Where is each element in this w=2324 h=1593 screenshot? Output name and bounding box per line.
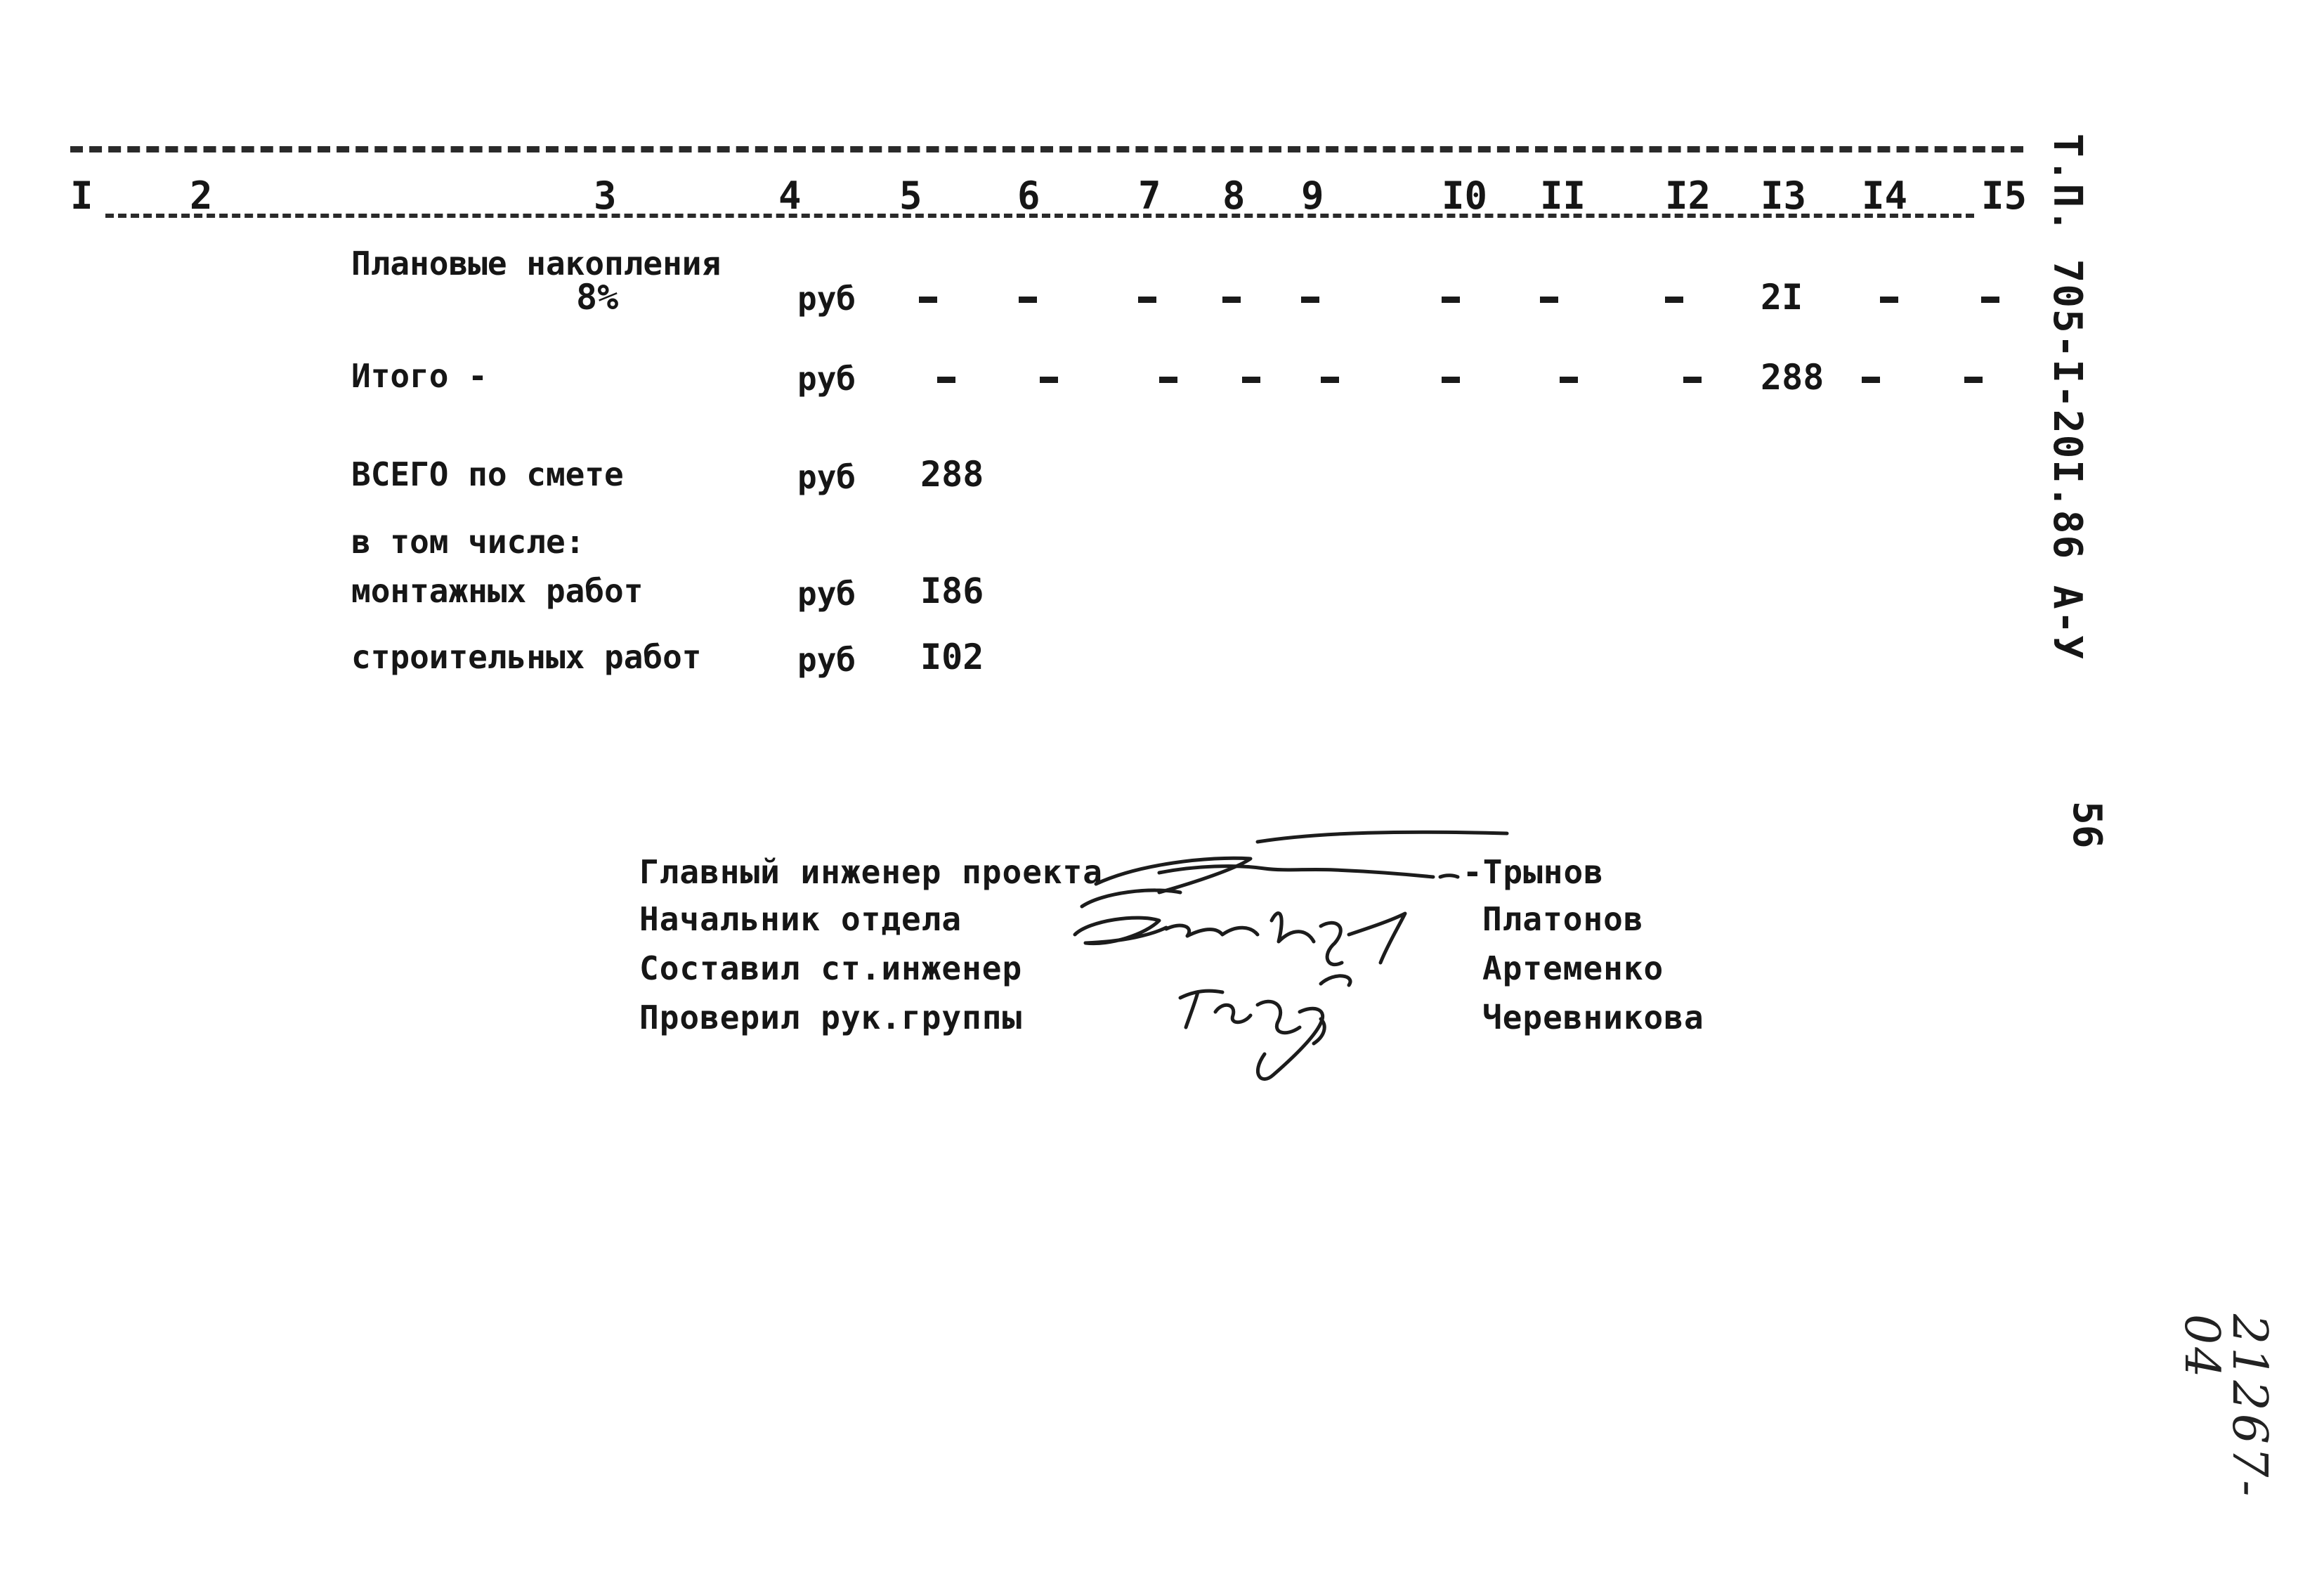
column-number: 5 [899, 174, 922, 218]
column-number: 2 [190, 174, 213, 218]
column-number: I4 [1862, 174, 1908, 218]
column-number: 3 [594, 174, 617, 218]
signature-role: Начальник отдела [639, 900, 962, 938]
column-number: I [70, 174, 93, 218]
column-number: I0 [1442, 174, 1488, 218]
row-label-sub: 8% [576, 277, 619, 318]
column-number: II [1540, 174, 1586, 218]
column-number: I2 [1665, 174, 1711, 218]
row-label: в том числе: [351, 523, 585, 561]
row-unit: руб [797, 458, 856, 496]
column-number: 9 [1301, 174, 1324, 218]
column-number: I5 [1981, 174, 2028, 218]
signature-name: Артеменко [1482, 949, 1664, 987]
signature-role: Проверил рук.группы [639, 999, 1023, 1036]
row-unit: руб [797, 641, 856, 679]
row-unit: руб [797, 575, 856, 613]
row-label: строительных работ [351, 638, 702, 676]
document-code-vertical: Т.П. 705-I-20I.86 А-У [2044, 134, 2090, 661]
column-number: 4 [778, 174, 802, 218]
signature-name: -Трынов [1463, 853, 1604, 891]
signature-role: Составил ст.инженер [639, 949, 1023, 987]
row-label: ВСЕГО по смете [351, 455, 624, 493]
row-value: I02 [920, 637, 984, 677]
signature-name: Платонов [1482, 900, 1644, 938]
column-number: 8 [1222, 174, 1246, 218]
column-number: 6 [1017, 174, 1040, 218]
page-number: 56 [2064, 801, 2110, 849]
row-unit: руб [797, 280, 856, 318]
handwritten-inventory-code: 21267-04 [2174, 1314, 2277, 1500]
signature-name: Черевникова [1482, 999, 1704, 1036]
row-value: I86 [920, 571, 984, 611]
column-number: I3 [1761, 174, 1807, 218]
row-unit: руб [797, 360, 856, 398]
row-label: Итого - [351, 357, 488, 395]
row-col13-value: 2I [1761, 277, 1803, 318]
column-number: 7 [1138, 174, 1161, 218]
row-label: Плановые накопления [351, 245, 722, 282]
row-col13-value: 288 [1761, 357, 1824, 398]
signature-role: Главный инженер проекта [639, 853, 1103, 891]
row-value: 288 [920, 454, 984, 495]
row-label: монтажных работ [351, 572, 644, 610]
